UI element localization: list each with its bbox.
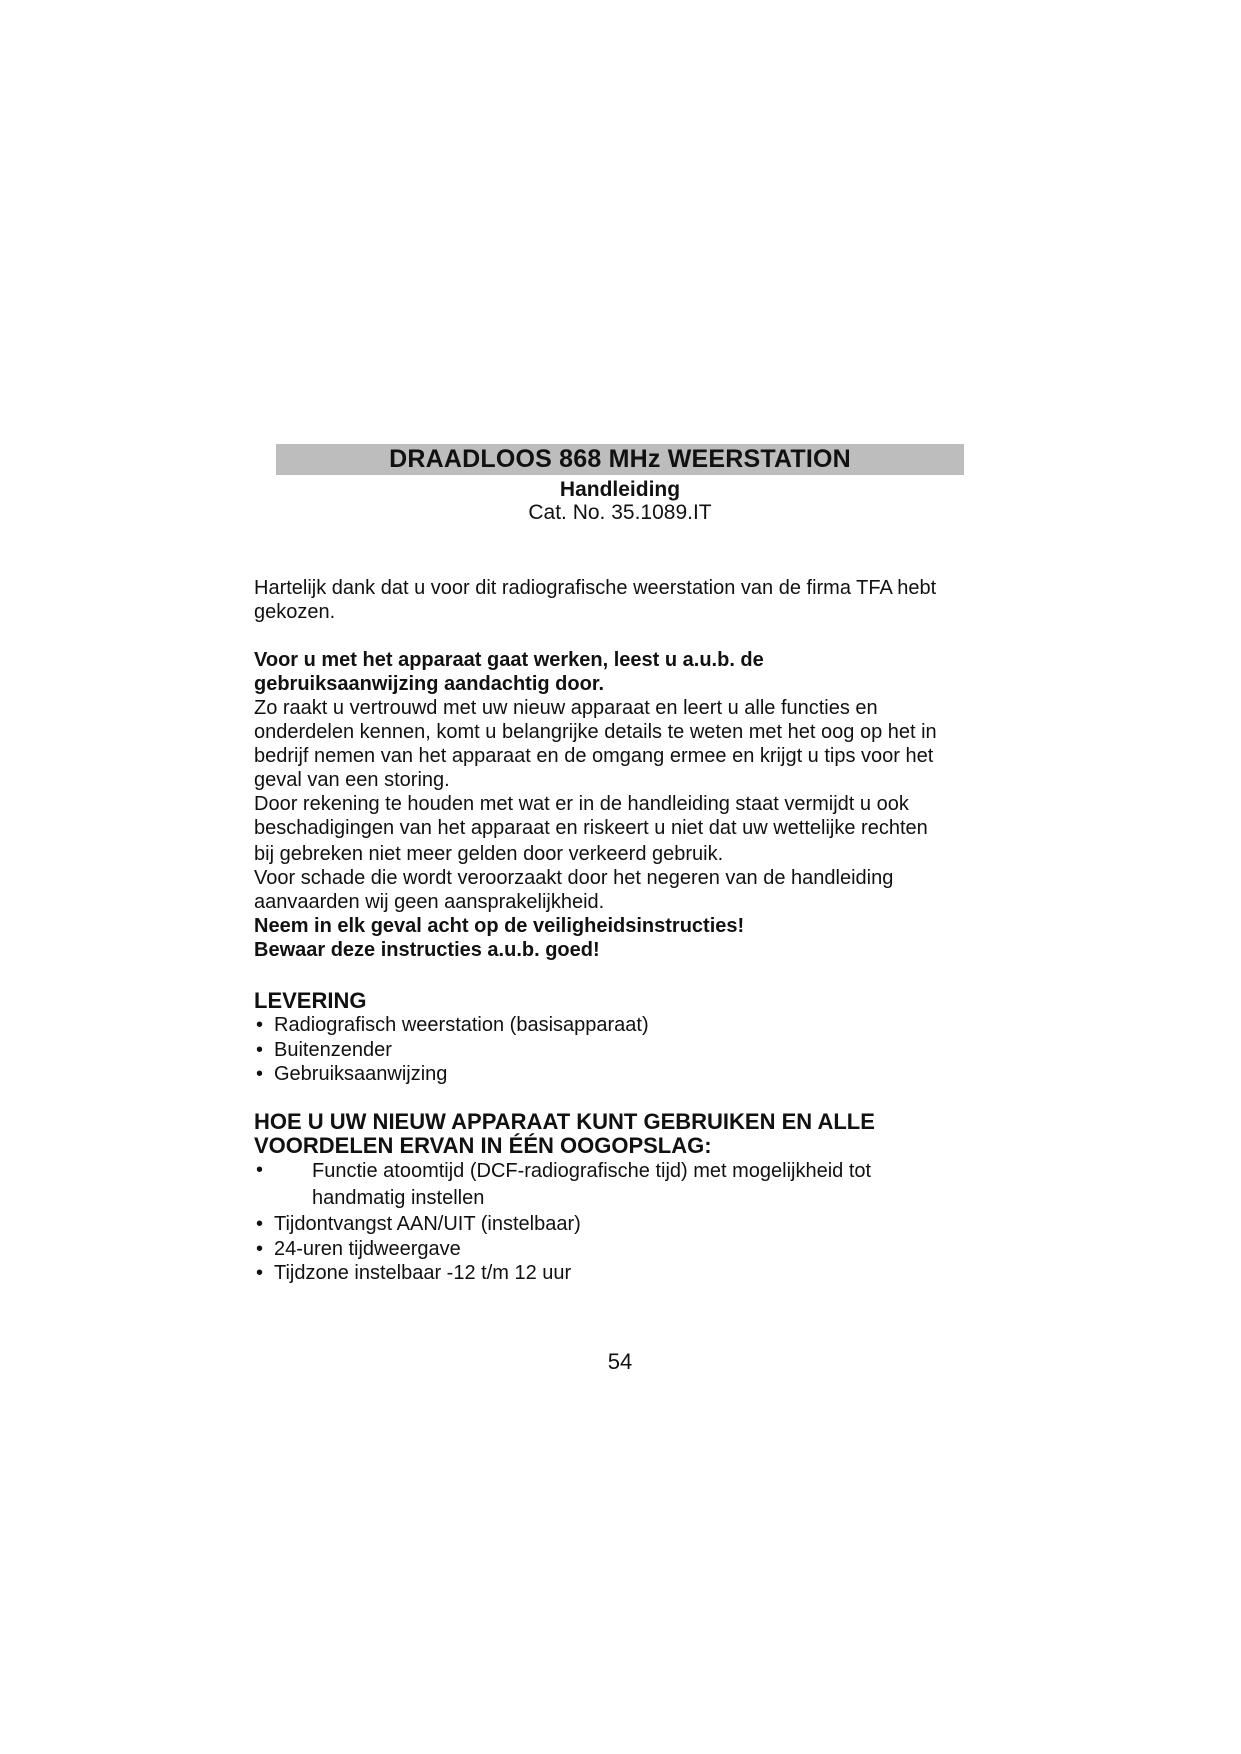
text-line: Zo raakt u vertrouwd met uw nieuw apparaat en leert u alle functies en [254, 697, 878, 719]
text-line: beschadigingen van het apparaat en riskeert u niet dat uw wettelijke rechten [254, 817, 928, 839]
features-heading [254, 1110, 994, 1158]
storage-warning: Bewaar deze instructies a.u.b. goed! [254, 939, 600, 961]
delivery-heading: LEVERING [254, 988, 367, 1013]
document-title: DRAADLOOS 868 MHz WEERSTATION [276, 444, 964, 475]
safety-warning: Neem in elk geval acht op de veiligheidsinstructies! [254, 915, 745, 937]
list-item: • Functie atoomtijd (DCF-radiografische tijd) met mogelijkheid tot handmatig instellen [256, 1159, 872, 1209]
text-line: gekozen. [254, 601, 336, 623]
list-item: • Tijdontvangst AAN/UIT (instelbaar) [256, 1213, 581, 1235]
list-item: • Gebruiksaanwijzing [256, 1063, 448, 1085]
bullet-icon: • [256, 1213, 264, 1235]
text-line: Hartelijk dank dat u voor dit radiografische weerstation van de firma TFA hebt [254, 577, 937, 599]
text-line: aanvaarden wij geen aansprakelijkheid. [254, 891, 605, 913]
catalog-number: Cat. No. 35.1089.IT [528, 501, 712, 524]
list-item: • 24-uren tijdweergave [256, 1237, 461, 1260]
heading-line: VOORDELEN ERVAN IN ÉÉN OOGOPSLAG: [254, 1133, 712, 1158]
text-line: Voor schade die wordt veroorzaakt door het negeren van de handleiding [254, 867, 894, 889]
list-item: • Radiografisch weerstation (basisapparaat) [256, 1014, 649, 1036]
text-line: onderdelen kennen, komt u belangrijke details te weten met het oog op het in [254, 721, 937, 743]
intro-body [254, 648, 994, 962]
notice-line: Voor u met het apparaat gaat werken, leest u a.u.b. de [254, 649, 764, 671]
text-line: Door rekening te houden met wat er in de handleiding staat vermijdt u ook [254, 793, 909, 815]
bullet-icon: • [256, 1014, 264, 1036]
text-line: bedrijf nemen van het apparaat en de omgang ermee en krijgt u tips voor het [254, 745, 934, 767]
document-subtitle: Handleiding [559, 478, 681, 501]
bullet-icon: • [256, 1237, 264, 1260]
features-list [254, 1158, 994, 1286]
notice-line: gebruiksaanwijzing aandachtig door. [254, 673, 605, 695]
list-item: • Buitenzender [256, 1038, 392, 1061]
thanks-paragraph [254, 576, 994, 624]
list-item: • Tijdzone instelbaar -12 t/m 12 uur [256, 1262, 572, 1284]
delivery-list [254, 1013, 994, 1087]
text-line: geval van een storing. [254, 769, 450, 791]
bullet-icon: • [256, 1063, 264, 1085]
bullet-icon: • [256, 1262, 264, 1284]
heading-line: HOE U UW NIEUW APPARAAT KUNT GEBRUIKEN EN ALLE [254, 1109, 875, 1134]
text-line: bij gebreken niet meer gelden door verkeerd gebruik. [254, 843, 724, 865]
page-number: 54 [607, 1349, 633, 1374]
bullet-icon: • [256, 1159, 264, 1181]
bullet-icon: • [256, 1038, 264, 1061]
